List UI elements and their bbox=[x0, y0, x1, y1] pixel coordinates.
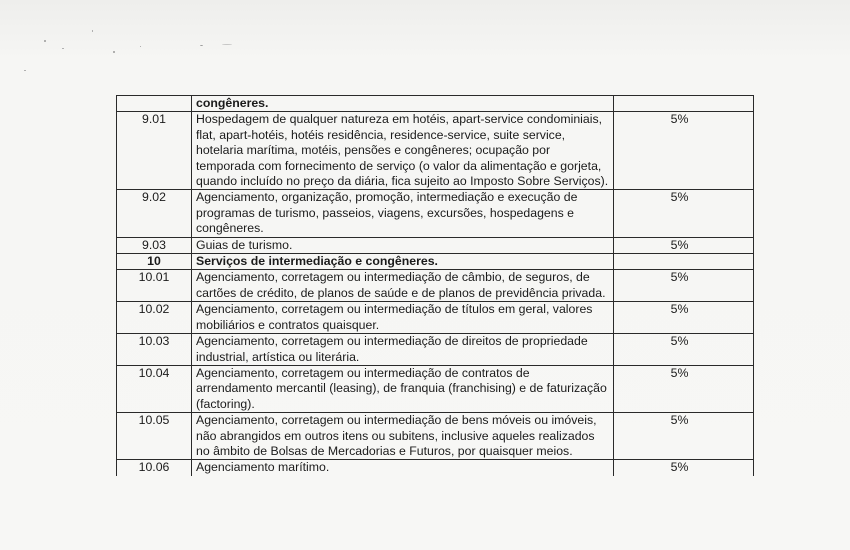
item-code: 10.01 bbox=[117, 270, 192, 302]
item-code: 10.06 bbox=[117, 460, 192, 476]
rate-value: 5% bbox=[670, 460, 689, 475]
table-row bbox=[117, 112, 754, 190]
item-rate bbox=[614, 112, 754, 190]
item-code: 9.03 bbox=[117, 237, 192, 253]
rate-value: 5% bbox=[670, 237, 689, 252]
item-rate bbox=[614, 96, 754, 112]
item-rate bbox=[614, 254, 754, 270]
item-description: Hospedagem de qualquer natureza em hotéis, apart-service condominiais, flat, apart-hotéis, hotéis residência, residence-service, suite service, hotelaria marítima, motéis, pensões e congêneres; ocupação por temporada com fornecimento de serviço (o valor da alimentação e gorjeta, quando incluído no preço da diária, fica sujeito ao Imposto Sobre Serviços). bbox=[192, 112, 614, 190]
item-code: 10.02 bbox=[117, 302, 192, 334]
table-row bbox=[117, 96, 754, 112]
item-description: Agenciamento, corretagem ou intermediação de bens móveis ou imóveis, não abrangidos em outros itens ou subitens, inclusive aqueles realizados no âmbito de Bolsas de Mercadorias e Futuros, por quaisquer meios. bbox=[192, 413, 614, 460]
item-rate bbox=[614, 365, 754, 412]
item-description: Agenciamento, corretagem ou intermediação de títulos em geral, valores mobiliários e contratos quaisquer. bbox=[192, 302, 614, 334]
rate-value: 5% bbox=[670, 334, 689, 349]
rate-value: 5% bbox=[670, 190, 689, 205]
item-rate bbox=[614, 334, 754, 366]
rate-value: 5% bbox=[670, 112, 689, 127]
rate-value: 5% bbox=[670, 365, 689, 380]
table-row bbox=[117, 190, 754, 237]
item-rate bbox=[614, 302, 754, 334]
table-row bbox=[117, 334, 754, 366]
tax-rate-table bbox=[116, 95, 754, 476]
scan-noise bbox=[0, 0, 850, 80]
table-row bbox=[117, 270, 754, 302]
table-row bbox=[117, 365, 754, 412]
item-description: Agenciamento, corretagem ou intermediação de direitos de propriedade industrial, artística ou literária. bbox=[192, 334, 614, 366]
rate-value: 5% bbox=[670, 270, 689, 285]
item-code: 10.05 bbox=[117, 413, 192, 460]
item-description: Agenciamento, corretagem ou intermediação de câmbio, de seguros, de cartões de crédito, de planos de saúde e de planos de previdência privada. bbox=[192, 270, 614, 302]
item-description: Agenciamento marítimo. bbox=[192, 460, 614, 476]
table-row bbox=[117, 237, 754, 253]
item-description: Agenciamento, corretagem ou intermediação de contratos de arrendamento mercantil (leasing), de franquia (franchising) e de faturização (factoring). bbox=[192, 365, 614, 412]
item-description: Guias de turismo. bbox=[192, 237, 614, 253]
item-description: congêneres. bbox=[192, 96, 614, 112]
table-row bbox=[117, 413, 754, 460]
item-rate bbox=[614, 460, 754, 476]
item-rate bbox=[614, 237, 754, 253]
item-rate bbox=[614, 413, 754, 460]
table-row bbox=[117, 302, 754, 334]
item-code: 10 bbox=[117, 254, 192, 270]
rate-value: 5% bbox=[670, 302, 689, 317]
item-code: 10.03 bbox=[117, 334, 192, 366]
item-rate bbox=[614, 270, 754, 302]
item-code bbox=[117, 96, 192, 112]
item-rate bbox=[614, 190, 754, 237]
item-description: Serviços de intermediação e congêneres. bbox=[192, 254, 614, 270]
table-row bbox=[117, 460, 754, 476]
rate-value: 5% bbox=[670, 413, 689, 428]
item-code: 9.01 bbox=[117, 112, 192, 190]
item-code: 10.04 bbox=[117, 365, 192, 412]
table-row bbox=[117, 254, 754, 270]
item-code: 9.02 bbox=[117, 190, 192, 237]
item-description: Agenciamento, organização, promoção, intermediação e execução de programas de turismo, passeios, viagens, excursões, hospedagens e congêneres. bbox=[192, 190, 614, 237]
